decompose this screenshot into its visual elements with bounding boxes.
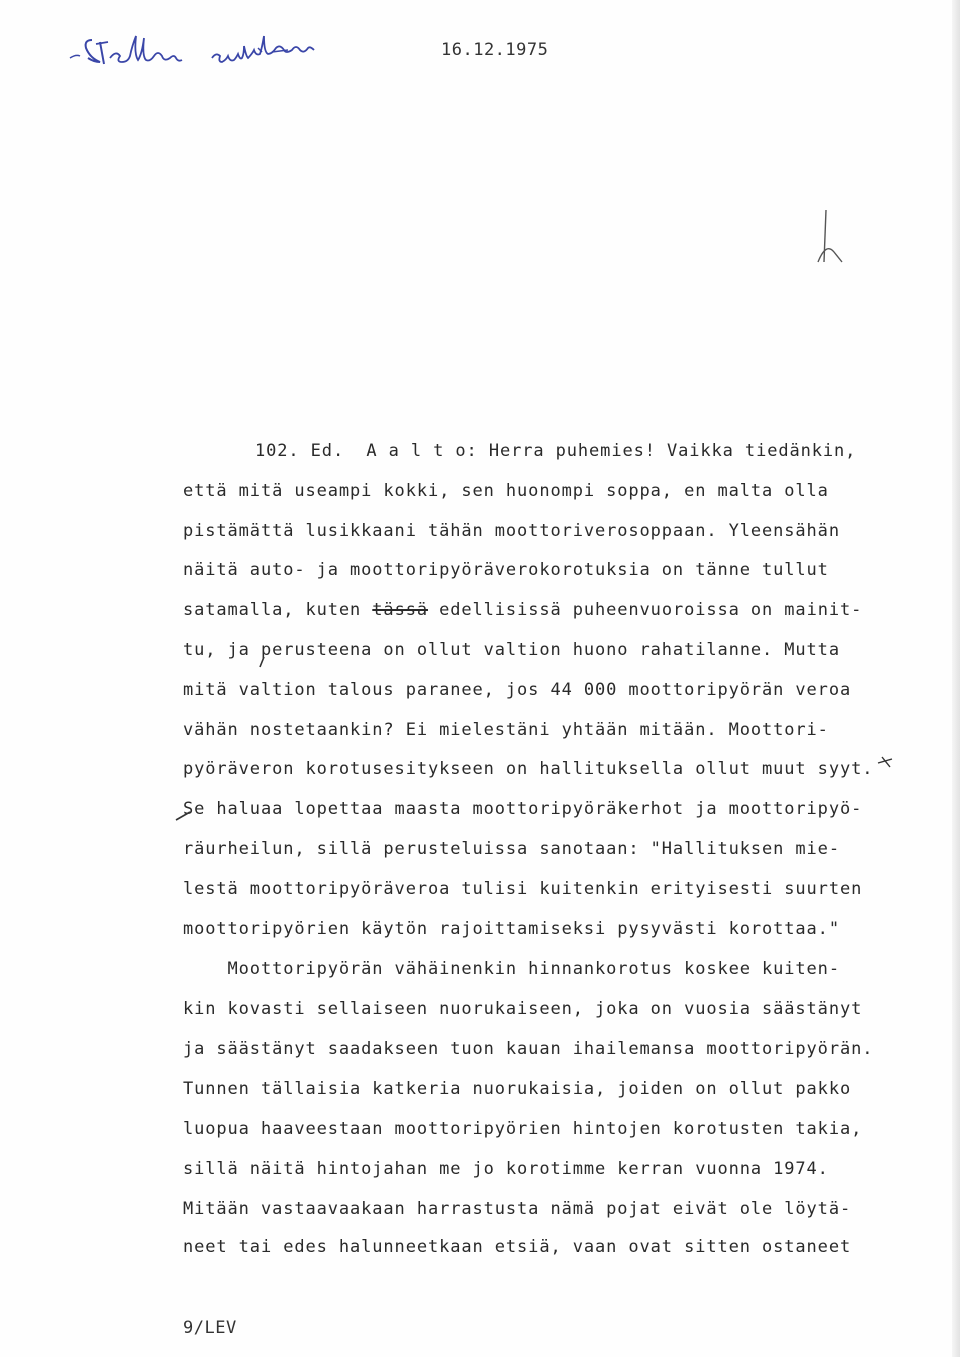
speech-line-with-strike [183,599,862,621]
document-date: 16.12.1975 [441,40,549,60]
speech-line: että mitä useampi kokki, sen huonompi soppa, en malta olla [183,481,829,501]
speech-line-rest: edellisissä puheenvuoroissa on mainit- [427,600,863,620]
speech-line: pistämättä lusikkaani tähän moottoriverosoppaan. Yleensähän [183,521,840,541]
speech-line: vähän nostetaankin? Ei mielestäni yhtään mitään. Moottori- [183,720,829,740]
speech-line: mitä valtion talous paranee, jos 44 000 moottoripyörän veroa [183,680,852,700]
speech-line: Tunnen tällaisia katkeria nuorukaisia, joiden on ollut pakko [183,1079,852,1099]
speech-line: Mitään vastaavaakaan harrastusta nämä pojat eivät ole löytä- [183,1199,852,1219]
speech-line: ja säästänyt saadakseen tuon kauan ihailemansa moottoripyörän. [183,1039,874,1059]
speech-line: 102. Ed. A a l t o: Herra puhemies! Vaikka tiedänkin, [255,441,857,461]
speech-line: pyöräveron korotusesitykseen on hallituksella ollut muut syyt. [183,759,874,779]
pencil-insert-mark [876,755,896,771]
speech-line: Moottoripyörän vähäinenkin hinnankorotus koskee kuiten- [183,959,840,979]
speech-line: sillä näitä hintojahan me jo korotimme kerran vuonna 1974. [183,1159,829,1179]
speech-line: kin kovasti sellaiseen nuorukaiseen, joka on vuosia säästänyt [183,999,863,1019]
handwritten-corner-mark [808,206,848,266]
struck-word: tässä [372,600,428,620]
handwritten-note-signature [62,28,382,78]
speech-line: näitä auto- ja moottoripyöräverokorotuksia on tänne tullut [183,560,829,580]
pencil-correction-mark [172,800,200,824]
speech-line-start: satamalla, kuten [183,600,373,620]
speech-line: neet tai edes halunneetkaan etsiä, vaan ovat sitten ostaneet [183,1237,852,1257]
page-code: 9/LEV [183,1318,237,1338]
speech-line: moottoripyörien käytön rajoittamiseksi pysyvästi korottaa." [183,919,840,939]
page-edge-shadow [952,0,960,1357]
speech-line: lestä moottoripyöräveroa tulisi kuitenkin erityisesti suurten [183,879,863,899]
pencil-comma-mark [256,655,270,669]
speech-line: räurheilun, sillä perusteluissa sanotaan: "Hallituksen mie- [183,839,840,859]
speech-line: luopua haaveestaan moottoripyörien hintojen korotusten takia, [183,1119,863,1139]
speech-line: tu, ja perusteena on ollut valtion huono rahatilanne. Mutta [183,640,840,660]
speech-line: Se haluaa lopettaa maasta moottoripyöräkerhot ja moottoripyö- [183,799,863,819]
